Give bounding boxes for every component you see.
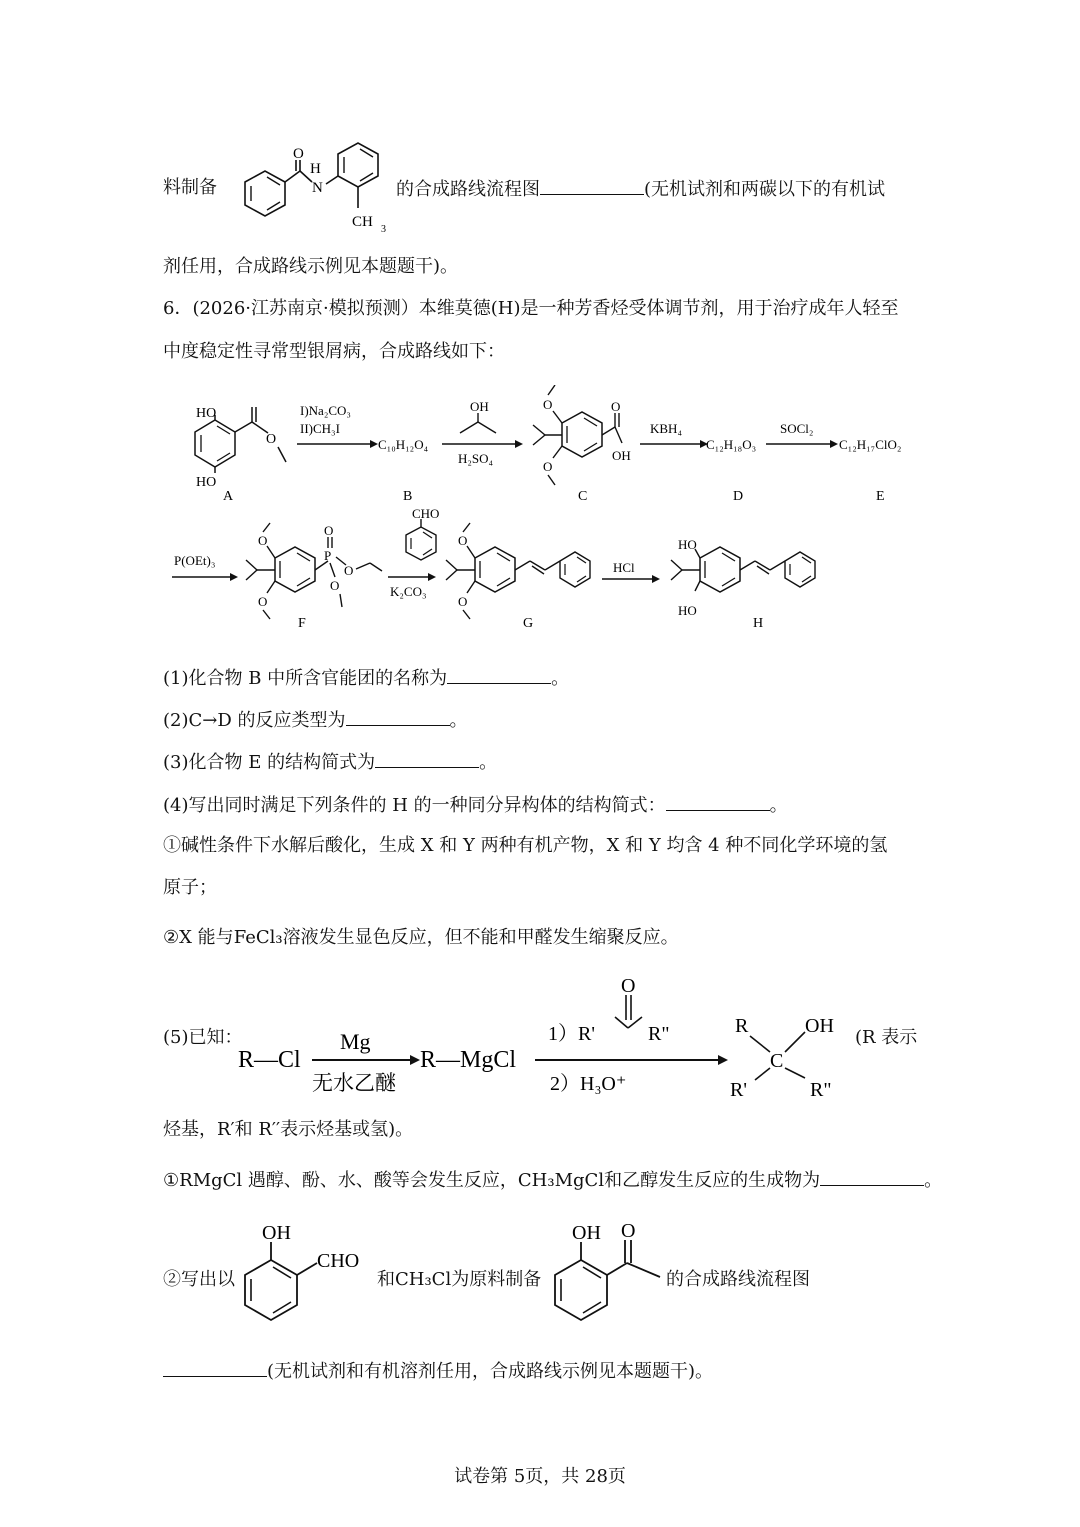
condition-1a: ①碱性条件下水解后酸化，生成 X 和 Y 两种有机产物，X 和 Y 均含 4 种不同化学环境的氢 [163,835,888,856]
svg-text:O: O [621,975,636,997]
target-amide-structure [220,140,395,240]
top-suffix: (无机试剂和两碳以下的有机试 [644,179,886,200]
svg-text:HO: HO [196,475,217,490]
svg-text:R: R [735,1015,749,1037]
q5-note: (R 表示 [855,1027,918,1048]
rmgcl: R—MgCl [420,1047,517,1073]
compound-h [671,537,815,631]
carbonyl-o: O [293,146,304,162]
svg-text:HO: HO [196,406,217,421]
nh-n: N [312,180,323,196]
svg-text:R": R" [810,1079,832,1100]
svg-text:O: O [621,1220,636,1242]
svg-text:HO: HO [678,537,697,552]
question-1: (1)化合物 B 中所含官能团的名称为 。 [163,665,569,691]
q6-line1: 6．(2026·江苏南京·模拟预测）本维莫德(H)是一种芳香烃受体调节剂，用于治疗成年人轻至 [163,298,899,319]
reagent-ab-2: II)CH₃I [300,421,340,436]
grignard-reaction [230,970,850,1100]
question-3: (3)化合物 E 的结构简式为 。 [163,749,497,775]
formula-b: C₁₀H₁₂O₄ [378,437,429,452]
reagent-ab-1: I)Na₂CO₃ [300,403,351,418]
svg-text:OH: OH [470,399,489,414]
question-4: (4)写出同时满足下列条件的 H 的一种同分异构体的结构简式： 。 [163,792,788,818]
svg-text:O: O [258,594,268,609]
svg-text:CHO: CHO [412,506,440,521]
svg-text:O: O [258,533,268,548]
svg-text:O: O [344,563,354,578]
svg-text:C: C [770,1050,784,1072]
q5-sub2-mid: 和CH₃Cl为原料制备 [377,1269,542,1290]
svg-text:OH: OH [572,1222,601,1244]
reagent-fg: K₂CO₃ [390,584,427,599]
svg-text:O: O [543,397,553,412]
answer-blank-q3[interactable] [375,749,479,768]
svg-text:OH: OH [612,448,631,463]
svg-text:OH: OH [262,1222,291,1244]
answer-blank-q5-2[interactable] [163,1358,267,1377]
answer-blank-q1[interactable] [447,665,551,684]
svg-text:O: O [324,523,334,538]
page-footer: 试卷第 5页，共 28页 [454,1466,626,1487]
answer-blank-q4[interactable] [666,792,770,811]
svg-text:O: O [458,594,468,609]
q5-known: (5)已知： [163,1027,243,1048]
scheme-row-1 [160,385,920,510]
q5-sub2-prefix: ②写出以 [163,1269,235,1290]
salicylaldehyde-structure [235,1215,380,1335]
q5-sub3: (无机试剂和有机溶剂任用，合成路线示例见本题题干)。 [163,1358,713,1384]
ether: 无水乙醚 [312,1071,396,1095]
q5-sub2-suffix: 的合成路线流程图 [666,1269,810,1290]
mg: Mg [340,1029,371,1054]
compound-a [195,406,286,504]
svg-text:P: P [324,548,332,563]
step2: 2）H₃O⁺ [550,1073,627,1095]
q6-line2: 中度稳定性寻常型银屑病，合成路线如下： [163,341,505,362]
q5-note2: 烃基，R′和 R′′表示烃基或氢)。 [163,1119,414,1140]
compound-f [246,523,382,631]
rcl: R—Cl [238,1047,301,1073]
svg-text:3: 3 [381,224,386,235]
reagent-bc: H₂SO₄ [458,451,494,466]
label-e: E [876,489,885,504]
label-d: D [733,489,744,504]
top-line-mid [396,176,885,202]
svg-text:O: O [458,533,468,548]
label-g: G [523,616,534,631]
top-line [163,176,217,200]
top-cont: 剂任用，合成路线示例见本题题干)。 [163,256,459,277]
reagent-gh: HCl [613,560,635,575]
label-b: B [403,489,413,504]
svg-text:O: O [543,459,553,474]
answer-blank[interactable] [540,176,644,195]
scheme-row-2 [160,505,860,635]
methyl-ch3: CH [352,214,373,230]
formula-d: C₁₂H₁₈O₃ [706,437,757,452]
answer-blank-q5-1[interactable] [820,1167,924,1186]
top-mid: 的合成路线流程图 [396,179,540,200]
svg-text:O: O [611,399,621,414]
svg-text:OH: OH [805,1015,834,1037]
reagent-ef: P(OEt)₃ [174,553,216,568]
label-c: C [578,489,588,504]
svg-text:O: O [266,432,277,447]
condition-1b: 原子； [163,877,217,898]
nh-h: H [310,161,321,177]
answer-blank-q2[interactable] [346,707,450,726]
label-a: A [223,489,234,504]
question-2: (2)C→D 的反应类型为 。 [163,707,468,733]
label-h: H [753,616,764,631]
svg-text:HO: HO [678,603,697,618]
step1: 1）R' [548,1023,595,1045]
top-prefix: 料制备 [163,177,217,198]
compound-g [446,523,590,631]
svg-text:O: O [330,578,340,593]
step1b: R" [648,1023,670,1045]
reagent-cd: KBH₄ [650,421,682,436]
condition-2: ②X 能与FeCl₃溶液发生显色反应，但不能和甲醛发生缩聚反应。 [163,927,679,948]
svg-text:CHO: CHO [317,1250,360,1272]
label-f: F [298,616,306,631]
reagent-de: SOCl₂ [780,421,814,436]
compound-c [533,385,631,504]
hydroxyacetophenone-structure [545,1215,665,1335]
q5-sub1: ①RMgCl 遇醇、酚、水、酸等会发生反应，CH₃MgCl和乙醇发生反应的生成物为 。 [163,1167,942,1193]
formula-e: C₁₂H₁₇ClO₂ [839,437,902,452]
svg-text:R': R' [730,1079,747,1100]
